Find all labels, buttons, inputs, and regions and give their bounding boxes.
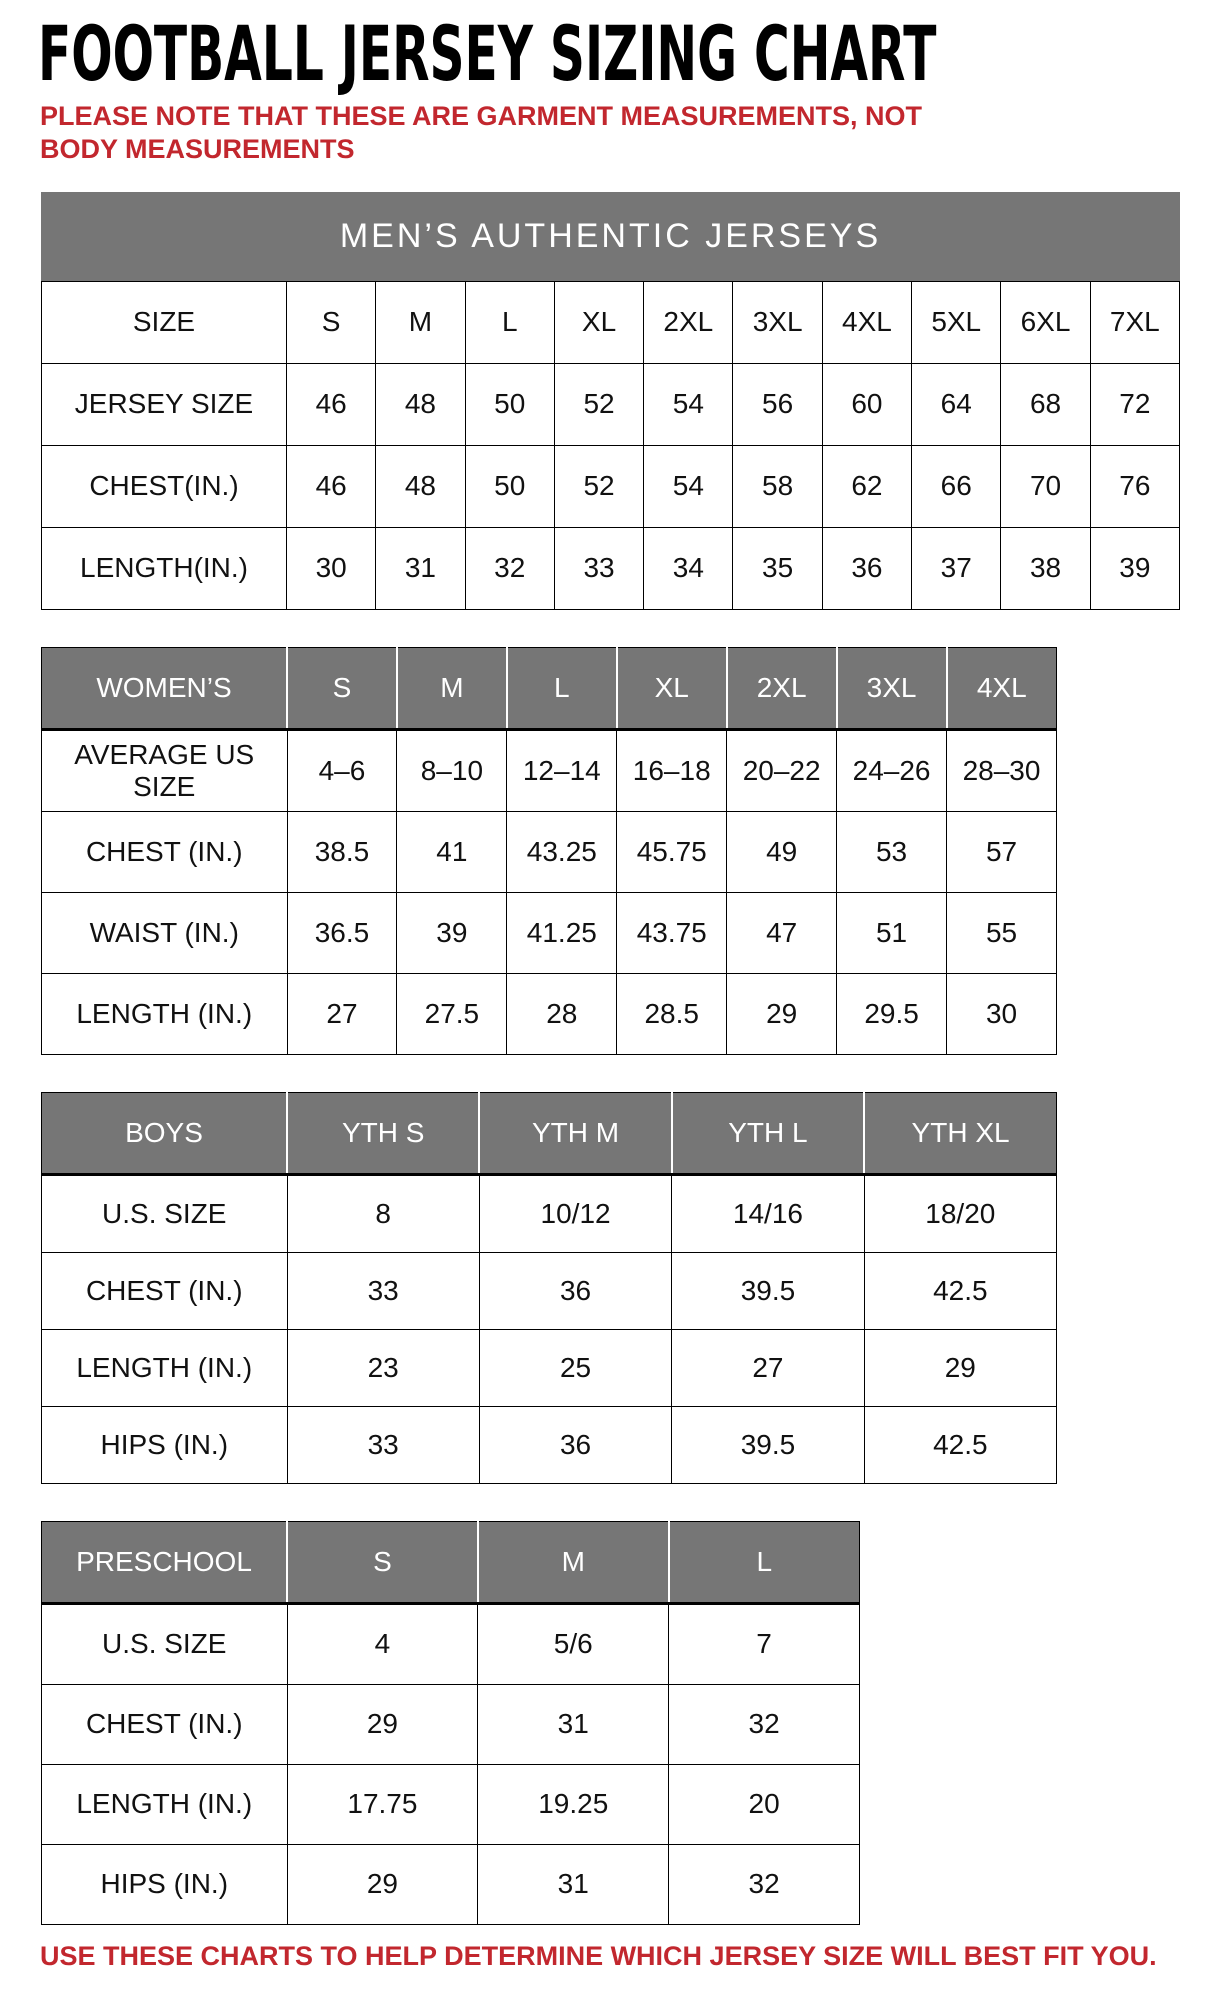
column-header: S <box>287 281 376 363</box>
table-row <box>42 729 1057 811</box>
cell-value: 43.75 <box>617 892 727 973</box>
cell-value: 31 <box>376 527 465 609</box>
cell-value: 35 <box>733 527 822 609</box>
column-header: M <box>376 281 465 363</box>
table-row <box>42 527 1180 609</box>
table-row <box>42 892 1057 973</box>
cell-value: 7 <box>669 1603 860 1684</box>
table-row <box>42 1174 1057 1252</box>
cell-value: 8 <box>287 1174 479 1252</box>
preschool-section <box>41 1521 1220 1925</box>
column-header: 4XL <box>947 647 1057 729</box>
cell-value: 32 <box>669 1684 860 1764</box>
cell-value: 29 <box>864 1329 1056 1406</box>
cell-value: 25 <box>479 1329 671 1406</box>
cell-value: 38.5 <box>287 811 397 892</box>
cell-value: 36 <box>479 1406 671 1483</box>
table-row <box>42 1603 860 1684</box>
womens-table <box>41 647 1220 1055</box>
table-row <box>42 973 1057 1054</box>
cell-value: 12–14 <box>507 729 617 811</box>
cell-value: 47 <box>727 892 837 973</box>
row-label: HIPS (IN.) <box>42 1406 288 1483</box>
cell-value: 52 <box>554 363 643 445</box>
column-header: L <box>669 1521 860 1603</box>
cell-value: 33 <box>554 527 643 609</box>
row-label: CHEST (IN.) <box>42 811 288 892</box>
cell-value: 10/12 <box>479 1174 671 1252</box>
table-row <box>42 1844 860 1924</box>
cell-value: 19.25 <box>478 1764 669 1844</box>
sizing-chart-page <box>0 9 1220 1972</box>
mens-table <box>41 281 1220 610</box>
column-header: BOYS <box>42 1092 288 1174</box>
column-header: 7XL <box>1090 281 1179 363</box>
table-row <box>42 1406 1057 1483</box>
cell-value: 27 <box>287 973 397 1054</box>
table-row <box>42 1684 860 1764</box>
column-header: 5XL <box>912 281 1001 363</box>
cell-value: 51 <box>837 892 947 973</box>
boys-grid <box>41 1092 1057 1484</box>
cell-value: 29 <box>287 1684 478 1764</box>
table-row <box>42 811 1057 892</box>
cell-value: 8–10 <box>397 729 507 811</box>
cell-value: 17.75 <box>287 1764 478 1844</box>
cell-value: 23 <box>287 1329 479 1406</box>
cell-value: 46 <box>287 445 376 527</box>
cell-value: 29 <box>287 1844 478 1924</box>
row-label: LENGTH(IN.) <box>42 527 287 609</box>
cell-value: 48 <box>376 363 465 445</box>
cell-value: 39.5 <box>672 1406 864 1483</box>
cell-value: 27.5 <box>397 973 507 1054</box>
cell-value: 66 <box>912 445 1001 527</box>
cell-value: 20–22 <box>727 729 837 811</box>
cell-value: 41.25 <box>507 892 617 973</box>
column-header: YTH M <box>479 1092 671 1174</box>
column-header: M <box>478 1521 669 1603</box>
cell-value: 29.5 <box>837 973 947 1054</box>
cell-value: 52 <box>554 445 643 527</box>
cell-value: 4–6 <box>287 729 397 811</box>
cell-value: 46 <box>287 363 376 445</box>
cell-value: 72 <box>1090 363 1179 445</box>
cell-value: 4 <box>287 1603 478 1684</box>
column-header: XL <box>617 647 727 729</box>
cell-value: 60 <box>822 363 911 445</box>
cell-value: 53 <box>837 811 947 892</box>
cell-value: 5/6 <box>478 1603 669 1684</box>
column-header: XL <box>554 281 643 363</box>
row-label: CHEST(IN.) <box>42 445 287 527</box>
preschool-grid <box>41 1521 860 1925</box>
cell-value: 45.75 <box>617 811 727 892</box>
column-header: YTH XL <box>864 1092 1056 1174</box>
cell-value: 28 <box>507 973 617 1054</box>
cell-value: 50 <box>465 363 554 445</box>
cell-value: 56 <box>733 363 822 445</box>
column-header: L <box>507 647 617 729</box>
cell-value: 38 <box>1001 527 1090 609</box>
column-header: L <box>465 281 554 363</box>
cell-value: 20 <box>669 1764 860 1844</box>
column-header: 2XL <box>644 281 733 363</box>
cell-value: 24–26 <box>837 729 947 811</box>
row-label: LENGTH (IN.) <box>42 1764 288 1844</box>
cell-value: 68 <box>1001 363 1090 445</box>
row-label: LENGTH (IN.) <box>42 973 288 1054</box>
table-row <box>42 445 1180 527</box>
cell-value: 28–30 <box>947 729 1057 811</box>
row-label: HIPS (IN.) <box>42 1844 288 1924</box>
column-header: SIZE <box>42 281 287 363</box>
cell-value: 43.25 <box>507 811 617 892</box>
cell-value: 39 <box>397 892 507 973</box>
cell-value: 70 <box>1001 445 1090 527</box>
table-row <box>42 363 1180 445</box>
column-header: 3XL <box>733 281 822 363</box>
cell-value: 39.5 <box>672 1252 864 1329</box>
cell-value: 62 <box>822 445 911 527</box>
cell-value: 18/20 <box>864 1174 1056 1252</box>
page-title: FOOTBALL JERSEY SIZING CHART <box>38 9 937 98</box>
cell-value: 50 <box>465 445 554 527</box>
mens-grid <box>41 281 1180 610</box>
boys-section <box>41 1092 1220 1484</box>
header-row <box>42 1092 1057 1174</box>
cell-value: 16–18 <box>617 729 727 811</box>
table-row <box>42 1764 860 1844</box>
header-row <box>42 647 1057 729</box>
column-header: 6XL <box>1001 281 1090 363</box>
mens-banner: MEN’S AUTHENTIC JERSEYS <box>41 192 1180 281</box>
cell-value: 33 <box>287 1406 479 1483</box>
row-label: JERSEY SIZE <box>42 363 287 445</box>
cell-value: 36 <box>479 1252 671 1329</box>
cell-value: 36.5 <box>287 892 397 973</box>
row-label: LENGTH (IN.) <box>42 1329 288 1406</box>
cell-value: 32 <box>669 1844 860 1924</box>
womens-grid <box>41 647 1057 1055</box>
cell-value: 14/16 <box>672 1174 864 1252</box>
boys-table <box>41 1092 1220 1484</box>
cell-value: 30 <box>287 527 376 609</box>
row-label: U.S. SIZE <box>42 1603 288 1684</box>
cell-value: 54 <box>644 363 733 445</box>
row-label: CHEST (IN.) <box>42 1252 288 1329</box>
row-label: CHEST (IN.) <box>42 1684 288 1764</box>
cell-value: 29 <box>727 973 837 1054</box>
column-header: YTH L <box>672 1092 864 1174</box>
cell-value: 27 <box>672 1329 864 1406</box>
cell-value: 30 <box>947 973 1057 1054</box>
column-header: 2XL <box>727 647 837 729</box>
cell-value: 57 <box>947 811 1057 892</box>
cell-value: 28.5 <box>617 973 727 1054</box>
cell-value: 31 <box>478 1684 669 1764</box>
garment-note: PLEASE NOTE THAT THESE ARE GARMENT MEASUREMENTS, NOT BODY MEASUREMENTS <box>40 101 923 164</box>
table-row <box>42 1329 1057 1406</box>
cell-value: 64 <box>912 363 1001 445</box>
cell-value: 39 <box>1090 527 1179 609</box>
cell-value: 49 <box>727 811 837 892</box>
cell-value: 58 <box>733 445 822 527</box>
column-header: M <box>397 647 507 729</box>
preschool-table <box>41 1521 1220 1925</box>
cell-value: 42.5 <box>864 1252 1056 1329</box>
row-label: WAIST (IN.) <box>42 892 288 973</box>
row-label: AVERAGE US SIZE <box>42 729 288 811</box>
column-header: 3XL <box>837 647 947 729</box>
cell-value: 76 <box>1090 445 1179 527</box>
cell-value: 37 <box>912 527 1001 609</box>
cell-value: 34 <box>644 527 733 609</box>
column-header: S <box>287 1521 478 1603</box>
row-label: U.S. SIZE <box>42 1174 288 1252</box>
column-header: WOMEN’S <box>42 647 288 729</box>
cell-value: 48 <box>376 445 465 527</box>
cell-value: 55 <box>947 892 1057 973</box>
column-header: YTH S <box>287 1092 479 1174</box>
column-header: PRESCHOOL <box>42 1521 288 1603</box>
cell-value: 32 <box>465 527 554 609</box>
womens-section <box>41 647 1220 1055</box>
cell-value: 33 <box>287 1252 479 1329</box>
header-row <box>42 1521 860 1603</box>
cell-value: 36 <box>822 527 911 609</box>
table-row <box>42 1252 1057 1329</box>
mens-section <box>41 192 1220 610</box>
cell-value: 41 <box>397 811 507 892</box>
footer-note: USE THESE CHARTS TO HELP DETERMINE WHICH JERSEY SIZE WILL BEST FIT YOU. <box>40 1940 1157 1971</box>
cell-value: 31 <box>478 1844 669 1924</box>
cell-value: 42.5 <box>864 1406 1056 1483</box>
header-row <box>42 281 1180 363</box>
column-header: S <box>287 647 397 729</box>
column-header: 4XL <box>822 281 911 363</box>
cell-value: 54 <box>644 445 733 527</box>
